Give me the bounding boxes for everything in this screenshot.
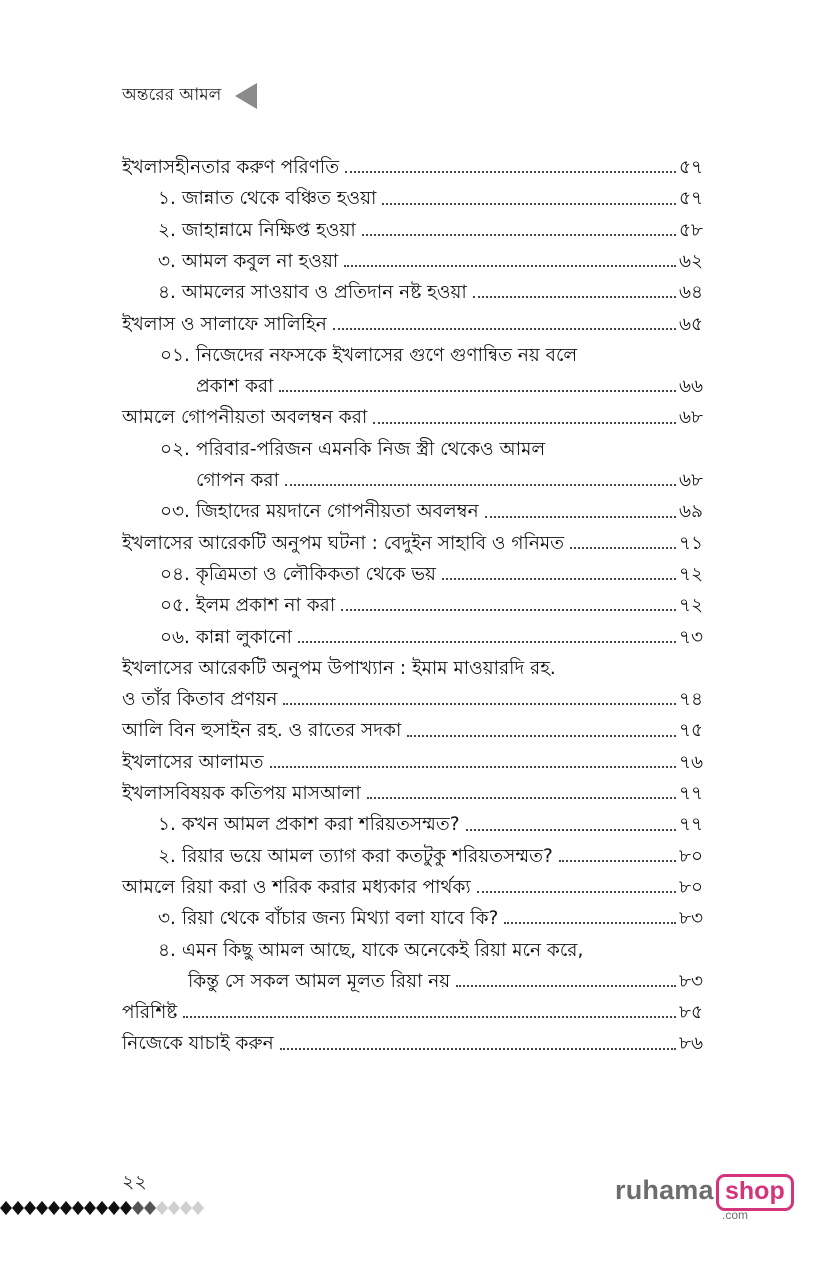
toc-entry-number: ৩. [158, 251, 176, 272]
toc-entry-title: পরিবার-পরিজন এমনকি নিজ স্ত্রী থেকেও আমল [195, 438, 546, 460]
toc-entry [122, 711, 703, 742]
toc-entry-page: ৫৭ [678, 188, 703, 210]
toc-entry [122, 868, 703, 899]
toc-entry-page: ৫৭ [678, 157, 703, 179]
toc-entry-page: ৭২ [678, 563, 703, 585]
toc-entry-number: ৪. [158, 282, 176, 304]
toc-entry [122, 430, 703, 461]
toc-entry-page: ৬২ [678, 251, 703, 272]
toc-entry-page: ৬৯ [678, 501, 703, 523]
diamond-shape [180, 1201, 192, 1215]
toc-dot-leader [183, 1015, 676, 1018]
diamond-shape [192, 1201, 204, 1215]
diamond-shape [168, 1201, 180, 1215]
toc-dot-leader [362, 233, 676, 236]
toc-entry-number: ২. [158, 845, 176, 867]
toc-entry-page: ৭৫ [678, 720, 703, 742]
toc-entry-page: ৭৬ [678, 751, 703, 773]
toc-dot-leader [341, 608, 676, 611]
toc-entry-title: কান্না লুকানো [195, 626, 292, 648]
page-number: ২২ [122, 1171, 147, 1193]
toc-entry-title: ইখলাসবিষয়ক কতিপয় মাসআলা [122, 783, 361, 805]
toc-entry-title: জান্নাত থেকে বঞ্চিত হওয়া [181, 188, 377, 210]
toc-entry-title: ইখলাসের আলামত [122, 751, 264, 773]
toc-dot-leader [298, 640, 676, 643]
toc-entry-page: ৮০ [678, 845, 703, 867]
diamond-shape [0, 1201, 12, 1215]
diamond-shape [108, 1201, 120, 1215]
toc-dot-leader [345, 170, 676, 173]
toc-entry [122, 179, 703, 210]
toc-entry-number: ১. [158, 188, 176, 210]
toc-entry-title: কখন আমল প্রকাশ করা শরিয়তসম্মত? [181, 814, 460, 836]
diamond-shape [72, 1201, 84, 1215]
toc-entry-page: ৭১ [678, 532, 703, 554]
toc-dot-leader [456, 984, 676, 987]
toc-dot-leader [367, 796, 676, 799]
toc-entry-title: ইখলাসের আরেকটি অনুপম ঘটনা : বেদুইন সাহাবি ও গনিমত [122, 532, 565, 554]
toc-entry [122, 492, 703, 523]
toc-dot-leader [473, 295, 676, 298]
diamond-shape [156, 1201, 168, 1215]
toc-dot-leader [485, 515, 676, 518]
toc-entry-title: ইখলাসের আরেকটি অনুপম উপাখ্যান : ইমাম মাওয়ারদি রহ. [122, 657, 556, 679]
toc-entry-page: ৭২ [678, 595, 703, 617]
toc-entry-number: ০৫. [160, 595, 190, 617]
toc-dot-leader [285, 483, 676, 486]
diamond-shape [36, 1201, 48, 1215]
toc-entry [122, 336, 703, 367]
toc-entry-page: ৬৬ [678, 376, 703, 398]
toc-entry [122, 899, 703, 930]
toc-dot-leader [279, 389, 676, 392]
toc-dot-leader [382, 202, 676, 205]
toc-dot-leader [280, 1047, 676, 1050]
toc-entry [122, 211, 703, 242]
diamond-shape [84, 1201, 96, 1215]
toc-entry-title: জিহাদের ময়দানে গোপনীয়তা অবলম্বন [195, 501, 479, 523]
toc-entry-number: ৩. [158, 908, 176, 930]
toc-entry-page: ৭৩ [678, 626, 703, 648]
toc-entry-title: আলি বিন হুসাইন রহ. ও রাতের সদকা [122, 720, 402, 742]
toc-entry-title: নিজেকে যাচাই করুন [122, 1033, 274, 1055]
diamond-shape [12, 1201, 24, 1215]
toc-entry-title: রিয়া থেকে বাঁচার জন্য মিথ্যা বলা যাবে কি? [181, 908, 499, 930]
toc-entry [122, 743, 703, 774]
toc-entry-page: ৫৮ [678, 219, 703, 241]
toc-dot-leader [407, 734, 676, 737]
toc-entry [122, 930, 703, 961]
toc-entry [122, 398, 703, 429]
toc-dot-leader [373, 421, 676, 424]
diamond-shape [48, 1201, 60, 1215]
toc-entry-title: রিয়ার ভয়ে আমল ত্যাগ করা কতটুকু শরিয়তসম্মত? [181, 845, 553, 867]
toc-entry-number: ৪. [158, 939, 176, 961]
logo-brand-text: ruhama [615, 1175, 714, 1205]
toc-entry [122, 649, 703, 680]
toc-entry-title: পরিশিষ্ট [122, 1002, 178, 1024]
toc-entry-title: প্রকাশ করা [196, 376, 274, 398]
toc-entry-title: নিজেদের নফসকে ইখলাসের গুণে গুণান্বিত নয় বলে [195, 344, 578, 366]
toc-entry-page: ৮৫ [678, 1002, 703, 1024]
left-arrow-icon [235, 83, 257, 109]
toc-dot-leader [570, 546, 676, 549]
toc-entry-title: ইলম প্রকাশ না করা [195, 595, 336, 617]
toc-entry [122, 461, 703, 492]
toc-entry-page: ৮০ [678, 876, 703, 898]
diamond-shape [120, 1201, 132, 1215]
toc-entry-page: ৮৩ [678, 970, 703, 992]
toc-dot-leader [333, 327, 676, 330]
toc-dot-leader [466, 828, 676, 831]
toc-entry-number: ০২. [160, 438, 190, 460]
toc-entry-number: ০৬. [160, 626, 190, 648]
running-header [122, 82, 257, 110]
toc-entry-page: ৬৮ [678, 470, 703, 492]
toc-entry [122, 524, 703, 555]
toc-entry-title: কৃত্রিমতা ও লৌকিকতা থেকে ভয় [195, 563, 436, 585]
toc-entry [122, 837, 703, 868]
toc-entry-number: ২. [158, 219, 176, 241]
toc-entry-title: আমলে রিয়া করা ও শরিক করার মধ্যকার পার্থক্য [122, 876, 471, 898]
toc-entry-page: ৬৫ [678, 313, 703, 335]
diamond-border-decoration [0, 1200, 210, 1216]
toc-entry [122, 617, 703, 648]
toc-entry-title: গোপন করা [196, 470, 279, 492]
toc-entry-page: ৭৭ [678, 814, 703, 836]
toc-entry-page: ৬৪ [678, 282, 703, 304]
toc-entry-title: আমলে গোপনীয়তা অবলম্বন করা [122, 407, 368, 429]
toc-dot-leader [270, 765, 676, 768]
toc-entry-number: ০৪. [160, 563, 190, 585]
toc-entry [122, 774, 703, 805]
diamond-shape [60, 1201, 72, 1215]
logo-shop-badge: shop [716, 1174, 794, 1211]
toc-entry [122, 680, 703, 711]
toc-entry-number: ১. [158, 814, 176, 836]
toc-dot-leader [477, 890, 676, 893]
toc-dot-leader [283, 702, 676, 705]
toc-entry-page: ৭৪ [678, 689, 703, 711]
ruhama-shop-logo [615, 1175, 785, 1225]
toc-dot-leader [344, 264, 676, 267]
diamond-shape [24, 1201, 36, 1215]
toc-dot-leader [442, 577, 676, 580]
table-of-contents [122, 148, 703, 1056]
diamond-shape [132, 1201, 144, 1215]
toc-entry-title: ও তাঁর কিতাব প্রণয়ন [122, 689, 278, 711]
toc-dot-leader [504, 921, 676, 924]
toc-entry [122, 367, 703, 398]
toc-entry-number: ০৩. [160, 501, 190, 523]
toc-entry-page: ৭৭ [678, 783, 703, 805]
toc-entry-page: ৮৬ [678, 1033, 703, 1055]
diamond-shape [96, 1201, 108, 1215]
toc-entry [122, 555, 703, 586]
toc-entry-title: এমন কিছু আমল আছে, যাকে অনেকেই রিয়া মনে করে, [181, 939, 584, 961]
toc-entry-page: ৬৮ [678, 407, 703, 429]
toc-entry [122, 304, 703, 335]
toc-entry-title: ইখলাস ও সালাফে সালিহিন [122, 313, 327, 335]
toc-entry-page: ৮৩ [678, 908, 703, 930]
toc-entry [122, 242, 703, 273]
toc-entry [122, 805, 703, 836]
toc-entry-title: কিন্তু সে সকল আমল মূলত রিয়া নয় [188, 970, 451, 992]
running-header-title: অন্তরের আমল [122, 85, 222, 105]
toc-entry [122, 273, 703, 304]
toc-entry-title: জাহান্নামে নিক্ষিপ্ত হওয়া [181, 219, 356, 241]
toc-entry-title: ইখলাসহীনতার করুণ পরিণতি [122, 157, 340, 179]
logo-domain-text: .com [722, 1208, 749, 1222]
diamond-shape [144, 1201, 156, 1215]
toc-dot-leader [559, 859, 676, 862]
toc-entry-title: আমলের সাওয়াব ও প্রতিদান নষ্ট হওয়া [181, 282, 467, 304]
toc-entry-title: আমল কবুল না হওয়া [181, 251, 339, 272]
toc-entry [122, 586, 703, 617]
toc-entry-number: ০১. [160, 344, 190, 366]
toc-entry [122, 993, 703, 1024]
toc-entry [122, 148, 703, 179]
toc-entry [122, 962, 703, 993]
toc-entry [122, 1024, 703, 1055]
